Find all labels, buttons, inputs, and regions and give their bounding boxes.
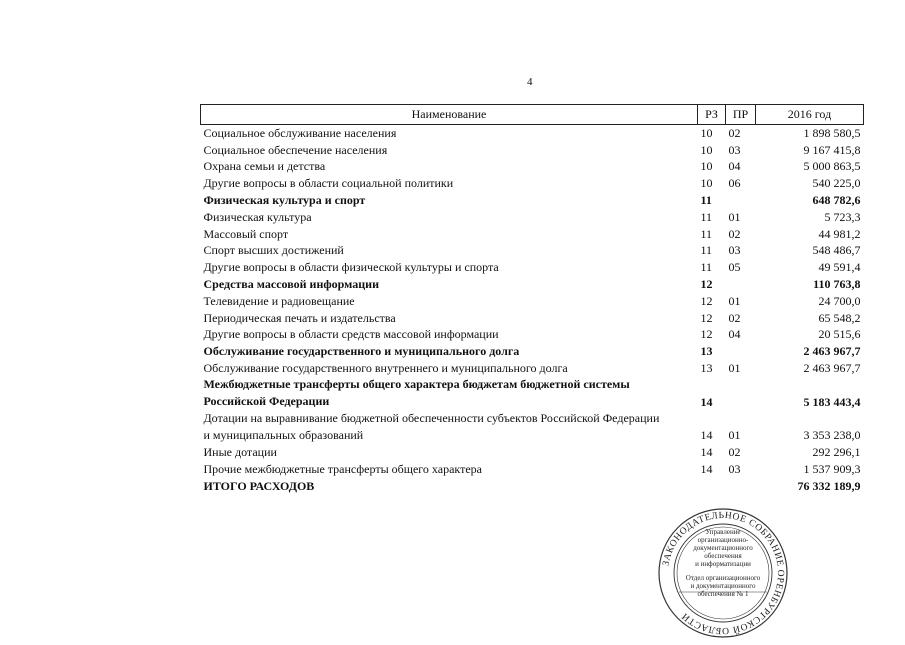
stamp-center-line: документационного: [693, 544, 753, 552]
row-pr: [726, 477, 756, 494]
stamp-bottom-line: и документационного: [690, 582, 756, 590]
table-row: [201, 444, 864, 461]
row-pr: 02: [728, 226, 741, 241]
row-amount: 648 782,6: [812, 192, 861, 207]
row-pr: [726, 376, 756, 410]
table-header-row: [201, 105, 864, 125]
row-amount: 2 463 967,7: [803, 360, 861, 375]
table-row: [201, 477, 864, 494]
row-rz: 12: [700, 276, 713, 291]
table-row: [201, 309, 864, 326]
table-row: [201, 326, 864, 343]
row-name: Спорт высших достижений: [203, 243, 344, 258]
row-name: [201, 410, 698, 444]
row-pr: 02: [728, 125, 741, 140]
row-pr: 01: [728, 209, 741, 224]
table-row: [201, 208, 864, 225]
row-rz: 10: [700, 142, 713, 157]
table-row: [201, 460, 864, 477]
row-pr: 03: [728, 461, 741, 476]
row-amount: 76 332 189,9: [797, 478, 861, 493]
header-rz: РЗ: [698, 105, 726, 125]
row-rz: 10: [700, 125, 713, 140]
row-rz: 11: [700, 192, 712, 207]
table-row: [201, 376, 864, 410]
row-amount: 1 537 909,3: [803, 461, 861, 476]
row-amount: 24 700,0: [818, 293, 861, 308]
row-rz: 11: [700, 243, 713, 258]
row-name-line1: Дотации на выравнивание бюджетной обеспеченности субъектов Российской Федерации: [203, 411, 660, 426]
row-name: Другие вопросы в области социальной политики: [203, 176, 454, 191]
header-pr: ПР: [726, 105, 756, 125]
row-name: [201, 376, 698, 410]
table-row: [201, 292, 864, 309]
row-pr: 04: [728, 327, 741, 342]
table-row: [201, 175, 864, 192]
table-row: [201, 259, 864, 276]
table-row: [201, 124, 864, 141]
row-pr: 01: [728, 428, 741, 443]
row-pr: 03: [728, 142, 741, 157]
row-amount: 5 183 443,4: [803, 394, 861, 409]
table-row: [201, 276, 864, 293]
row-amount: 65 548,2: [818, 310, 861, 325]
row-rz: 12: [700, 327, 713, 342]
row-amount: 9 167 415,8: [803, 142, 861, 157]
row-name: Телевидение и радиовещание: [203, 293, 355, 308]
stamp-ring-text: ЗАКОНОДАТЕЛЬНОЕ СОБРАНИЕ ОРЕНБУРГСКОЙ ОБЛАСТИ: [661, 510, 786, 636]
table-body: [201, 124, 864, 494]
row-amount: 110 763,8: [813, 276, 861, 291]
row-rz: 14: [700, 444, 713, 459]
row-name: Прочие межбюджетные трансферты общего характера: [203, 461, 482, 476]
stamp-center-line: Управление: [705, 528, 741, 536]
row-amount: 44 981,2: [818, 226, 861, 241]
row-rz: 11: [700, 209, 713, 224]
row-name: Охрана семьи и детства: [203, 159, 326, 174]
row-name-line2: и муниципальных образований: [203, 427, 364, 442]
row-name: Средства массовой информации: [203, 276, 379, 291]
page-number: 4: [527, 76, 533, 88]
table-row: [201, 158, 864, 175]
table-row: [201, 343, 864, 360]
row-pr: 01: [728, 360, 741, 375]
row-amount: 292 296,1: [812, 444, 861, 459]
table-row: [201, 225, 864, 242]
row-name: Другие вопросы в области физической культуры и спорта: [203, 260, 499, 275]
stamp-center-text: [683, 528, 763, 598]
row-name: Иные дотации: [203, 444, 277, 459]
row-amount: 3 353 238,0: [803, 428, 861, 443]
table-row: [201, 410, 864, 444]
row-rz: 14: [700, 461, 713, 476]
row-amount: 540 225,0: [812, 176, 861, 191]
row-amount: 1 898 580,5: [803, 125, 861, 140]
row-pr: 01: [728, 293, 741, 308]
row-name: Физическая культура: [203, 209, 312, 224]
row-name: ИТОГО РАСХОДОВ: [203, 478, 315, 493]
row-pr: [726, 343, 756, 360]
row-rz: 10: [700, 176, 713, 191]
row-name: Обслуживание государственного и муниципального долга: [203, 344, 520, 359]
row-rz: [698, 477, 726, 494]
row-pr: 02: [728, 310, 741, 325]
row-amount: 20 515,6: [818, 327, 861, 342]
row-rz: 11: [700, 226, 713, 241]
row-rz: 11: [700, 260, 713, 275]
row-amount: 2 463 967,7: [803, 344, 861, 359]
row-rz: 10: [700, 159, 713, 174]
row-rz: 12: [700, 310, 713, 325]
row-name: Физическая культура и спорт: [203, 192, 366, 207]
header-name: Наименование: [201, 105, 698, 125]
stamp-bottom-line: Отдел организационного: [685, 574, 761, 582]
header-year: 2016 год: [756, 105, 864, 125]
row-rz: 12: [700, 293, 713, 308]
stamp-center-line: и информатизации: [695, 560, 751, 568]
row-rz: 14: [700, 394, 713, 409]
row-pr: 04: [728, 159, 741, 174]
row-name: Массовый спорт: [203, 226, 289, 241]
row-pr: 06: [728, 176, 741, 191]
row-name: Социальное обеспечение населения: [203, 142, 388, 157]
table-row: [201, 192, 864, 209]
row-name: Социальное обслуживание населения: [203, 125, 397, 140]
row-name: Периодическая печать и издательства: [203, 310, 396, 325]
row-pr: 02: [728, 444, 741, 459]
row-rz: 13: [700, 344, 713, 359]
row-rz: 14: [700, 428, 713, 443]
row-amount: 5 723,3: [824, 209, 861, 224]
row-pr: 05: [728, 260, 741, 275]
row-name: Обслуживание государственного внутреннего и муниципального долга: [203, 360, 568, 375]
official-stamp: [656, 506, 790, 640]
stamp-bottom-line: обеспечения № 1: [697, 590, 749, 598]
row-amount: 548 486,7: [812, 243, 861, 258]
row-pr: 03: [728, 243, 741, 258]
row-name: Другие вопросы в области средств массовой информации: [203, 327, 499, 342]
table-row: [201, 141, 864, 158]
stamp-center-line: обеспечения: [704, 552, 742, 560]
row-name-line1: Межбюджетные трансферты общего характера бюджетам бюджетной системы: [203, 377, 630, 392]
row-pr: [726, 192, 756, 209]
row-name-line2: Российской Федерации: [203, 394, 330, 409]
table-row: [201, 242, 864, 259]
row-amount: 5 000 863,5: [803, 159, 861, 174]
row-rz: 13: [700, 360, 713, 375]
row-amount: 49 591,4: [818, 260, 861, 275]
table-row: [201, 360, 864, 377]
stamp-center-line: организационно-: [697, 536, 749, 544]
row-pr: [726, 276, 756, 293]
budget-table: [200, 104, 864, 494]
